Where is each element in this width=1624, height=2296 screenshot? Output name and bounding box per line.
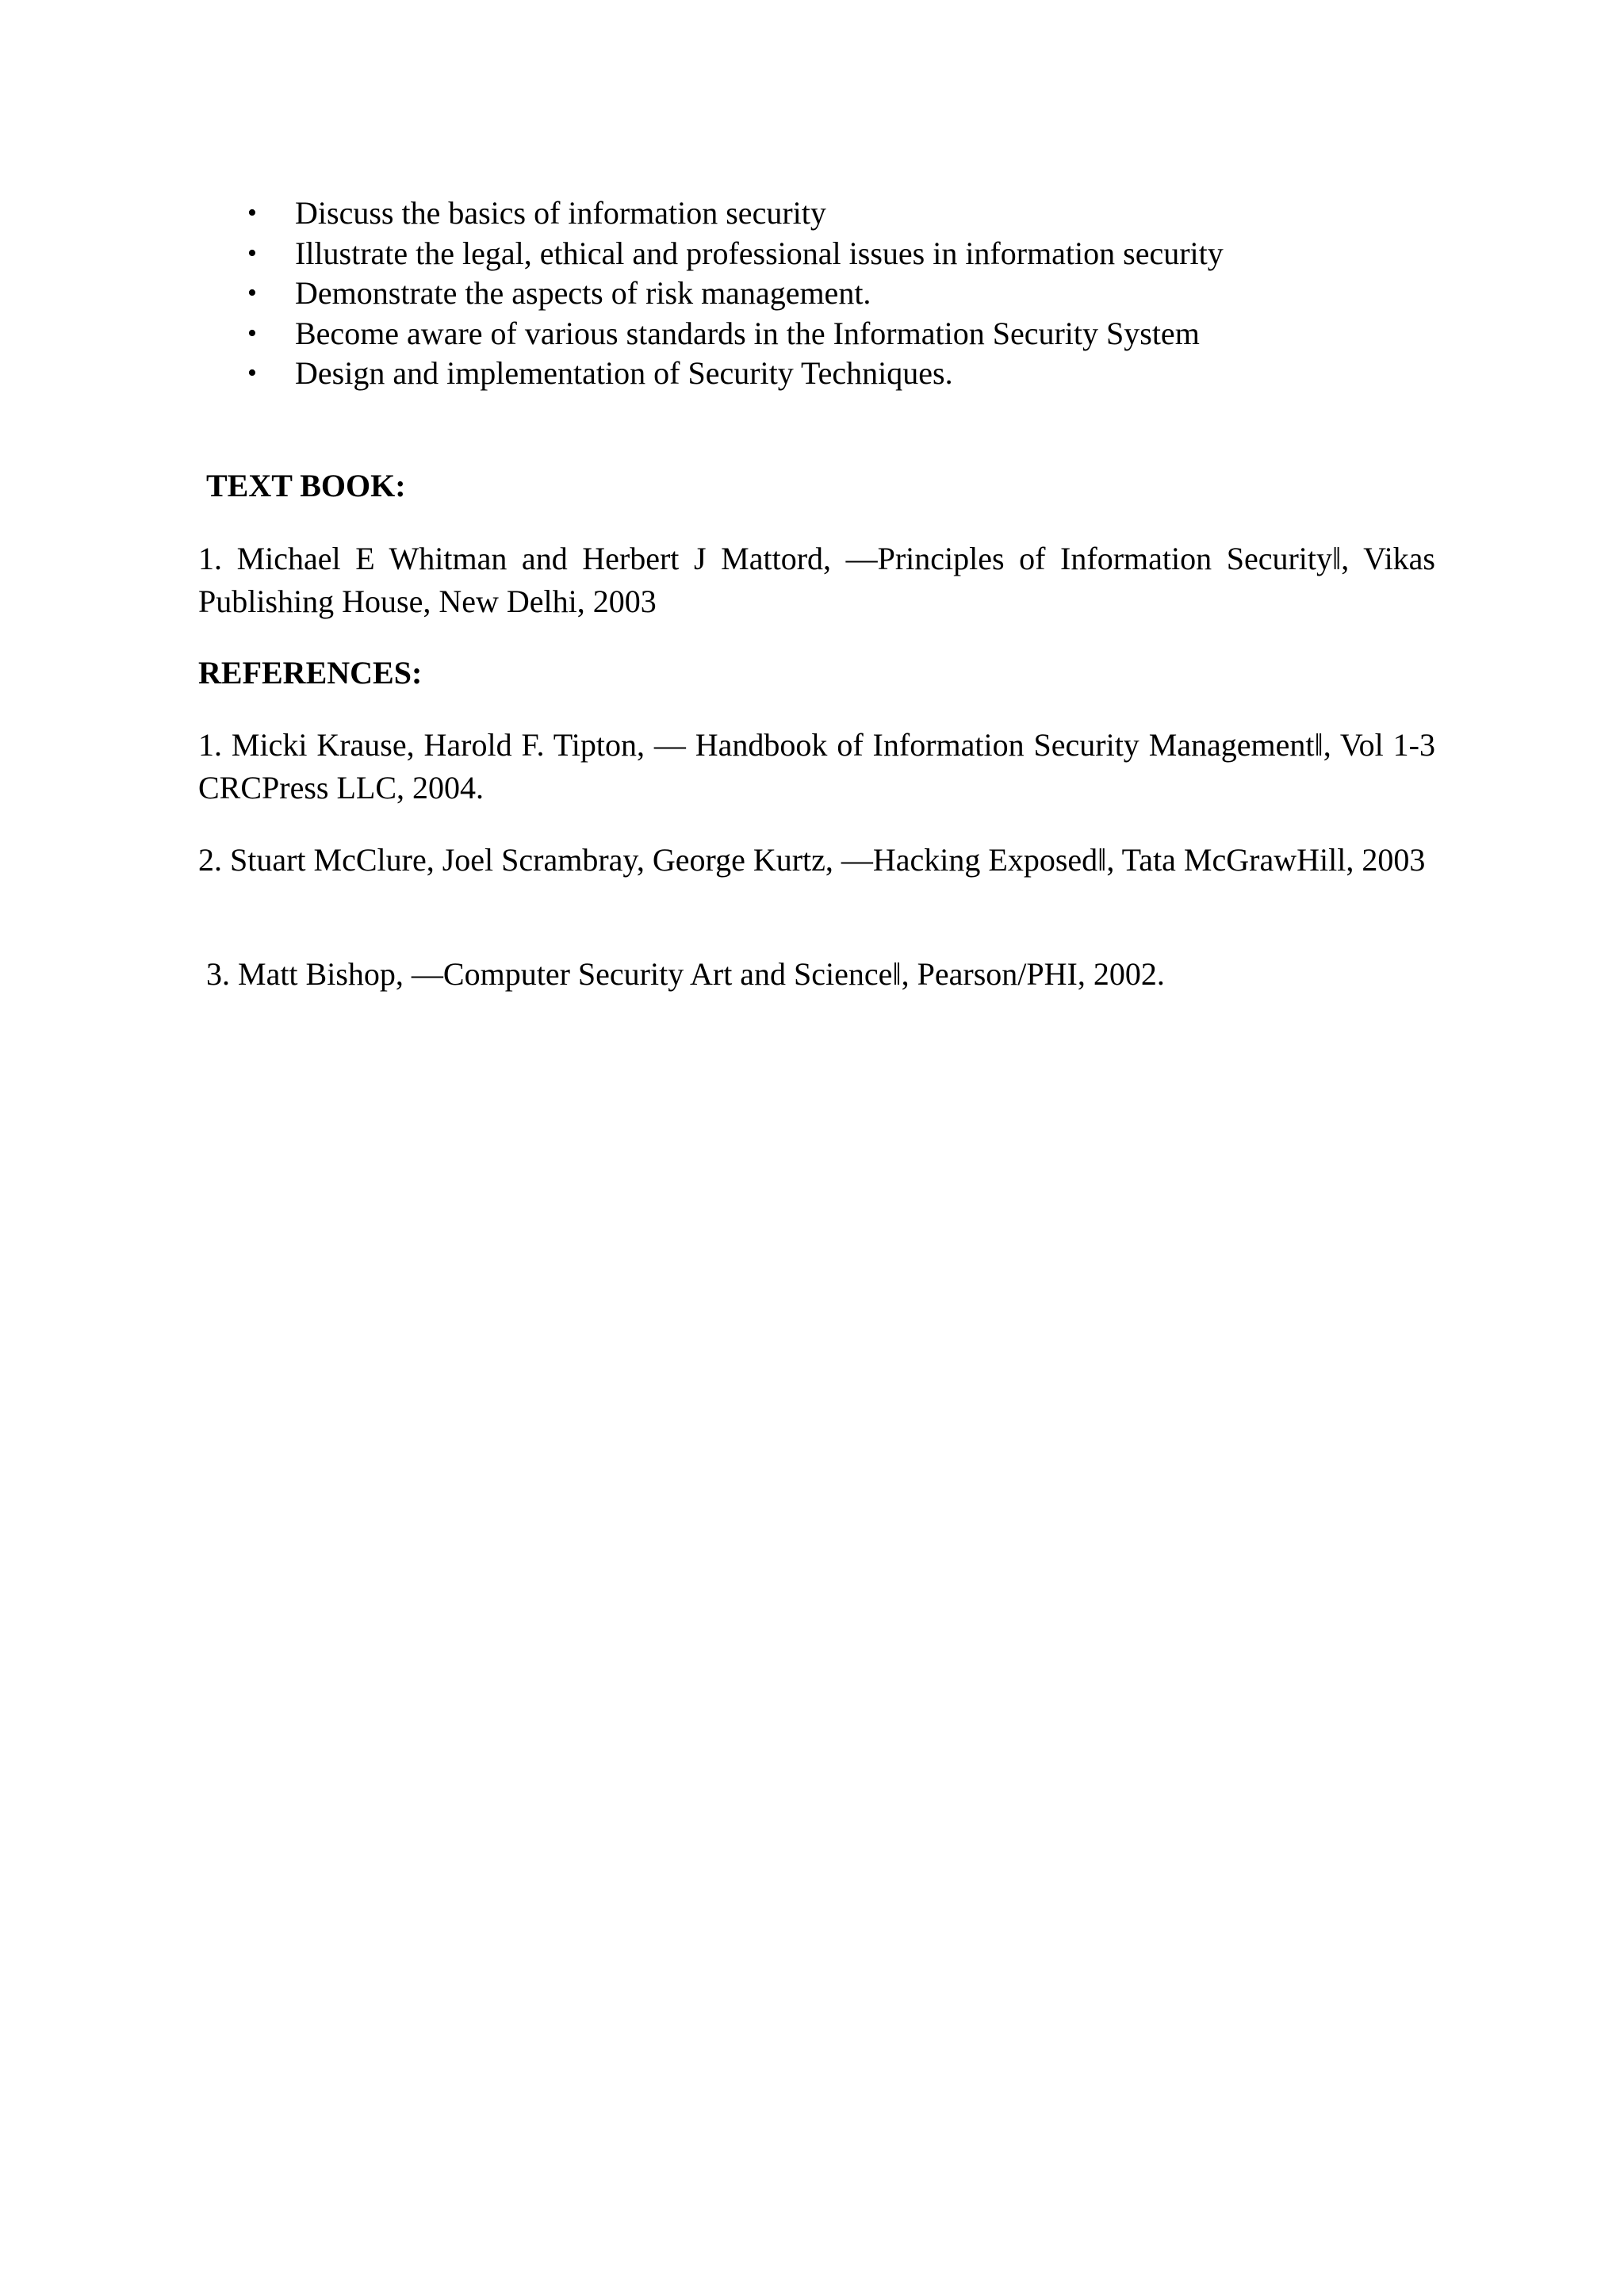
- bullet-icon: •: [247, 358, 257, 388]
- references-heading: REFERENCES:: [198, 655, 423, 691]
- objective-text: Design and implementation of Security Techniques.: [295, 355, 953, 391]
- reference-entry: 1. Micki Krause, Harold F. Tipton, ― Handbook of Information Security Management‖, Vol 1-3 CRCPress LLC, 2004.: [198, 727, 1435, 806]
- objective-item: [238, 314, 1427, 354]
- objective-item: [238, 234, 1427, 274]
- bullet-icon: •: [247, 278, 257, 308]
- objective-text: Discuss the basics of information security: [295, 195, 826, 231]
- objective-item: [238, 274, 1427, 314]
- text-book-entry: 1. Michael E Whitman and Herbert J Mattord, ―Principles of Information Security‖, Vikas Publishing House, New Delhi, 2003: [198, 541, 1435, 619]
- bullet-icon: •: [247, 198, 257, 228]
- objective-text: Demonstrate the aspects of risk management.: [295, 275, 871, 311]
- reference-entry: 3. Matt Bishop, ―Computer Security Art and Science‖, Pearson/PHI, 2002.: [206, 956, 1165, 992]
- bullet-icon: •: [247, 238, 257, 268]
- objective-item: [238, 193, 1427, 234]
- reference-entry: 2. Stuart McClure, Joel Scrambray, George Kurtz, ―Hacking Exposed‖, Tata McGrawHill, 2003: [198, 842, 1426, 878]
- text-book-heading: TEXT BOOK:: [206, 468, 406, 503]
- objective-text: Become aware of various standards in the Information Security System: [295, 315, 1200, 351]
- objective-item: [238, 354, 1427, 394]
- bullet-icon: •: [247, 318, 257, 348]
- objective-text: Illustrate the legal, ethical and professional issues in information security: [295, 235, 1224, 271]
- objectives-list: [238, 193, 1427, 394]
